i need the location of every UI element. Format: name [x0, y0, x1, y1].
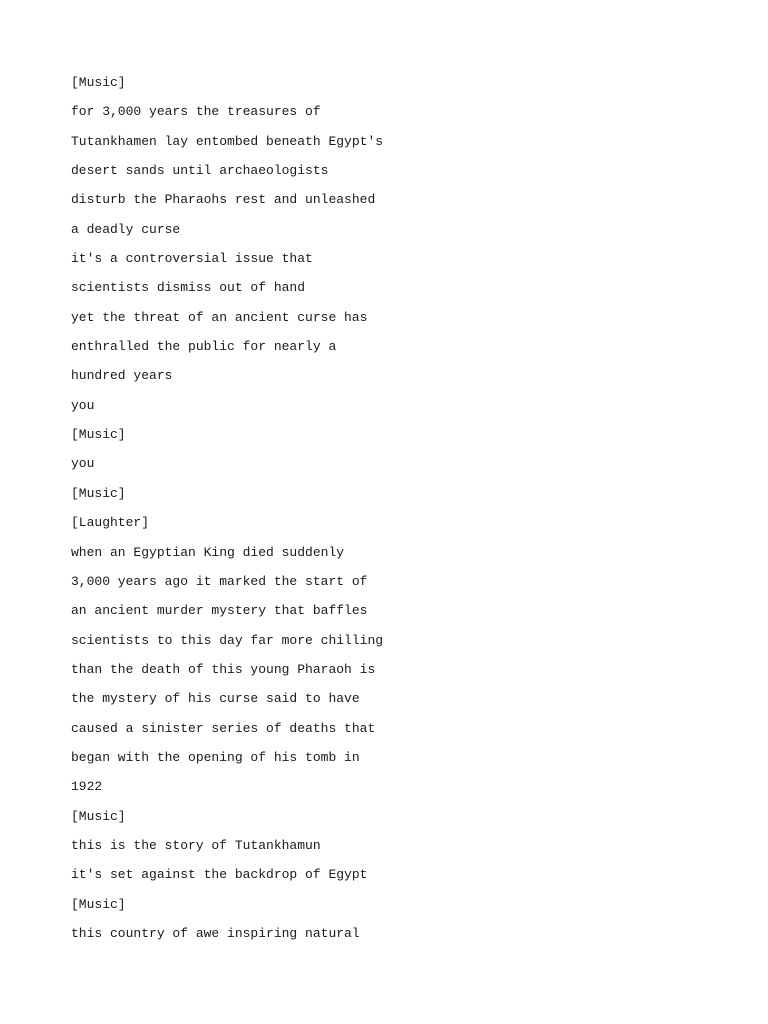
transcript-line: when an Egyptian King died suddenly [71, 544, 345, 560]
transcript-line: for 3,000 years the treasures of [71, 104, 321, 120]
transcript-line: it's set against the backdrop of Egypt [71, 867, 368, 883]
transcript-line: scientists dismiss out of hand [71, 280, 306, 296]
transcript-line: you [71, 397, 95, 413]
transcript-line: it's a controversial issue that [71, 251, 313, 267]
transcript-line: yet the threat of an ancient curse has [71, 309, 368, 325]
transcript-line: a deadly curse [71, 221, 181, 237]
transcript-line: you [71, 456, 95, 472]
transcript-line: the mystery of his curse said to have [71, 691, 360, 707]
transcript-line: enthralled the public for nearly a [71, 339, 337, 355]
transcript-line: 1922 [71, 779, 103, 795]
transcript-line: scientists to this day far more chilling [71, 632, 384, 648]
transcript-line: than the death of this young Pharaoh is [71, 661, 376, 677]
transcript-line: [Music] [71, 808, 126, 824]
transcript-line: [Music] [71, 485, 126, 501]
transcript-line: this is the story of Tutankhamun [71, 837, 321, 853]
transcript-line: [Music] [71, 427, 126, 443]
transcript-line: 3,000 years ago it marked the start of [71, 573, 368, 589]
transcript-line: an ancient murder mystery that baffles [71, 603, 368, 619]
transcript-line: hundred years [71, 368, 173, 384]
transcript-line: this country of awe inspiring natural [71, 925, 360, 941]
transcript-line: [Laughter] [71, 515, 150, 531]
transcript-line: disturb the Pharaohs rest and unleashed [71, 192, 376, 208]
transcript-line: began with the opening of his tomb in [71, 749, 360, 765]
transcript-line: caused a sinister series of deaths that [71, 720, 376, 736]
transcript-line: [Music] [71, 75, 126, 90]
transcript-line: [Music] [71, 896, 126, 912]
transcript-line: desert sands until archaeologists [71, 163, 329, 179]
transcript-line: Tutankhamen lay entombed beneath Egypt's [71, 133, 384, 149]
transcript-text [71, 68, 383, 948]
